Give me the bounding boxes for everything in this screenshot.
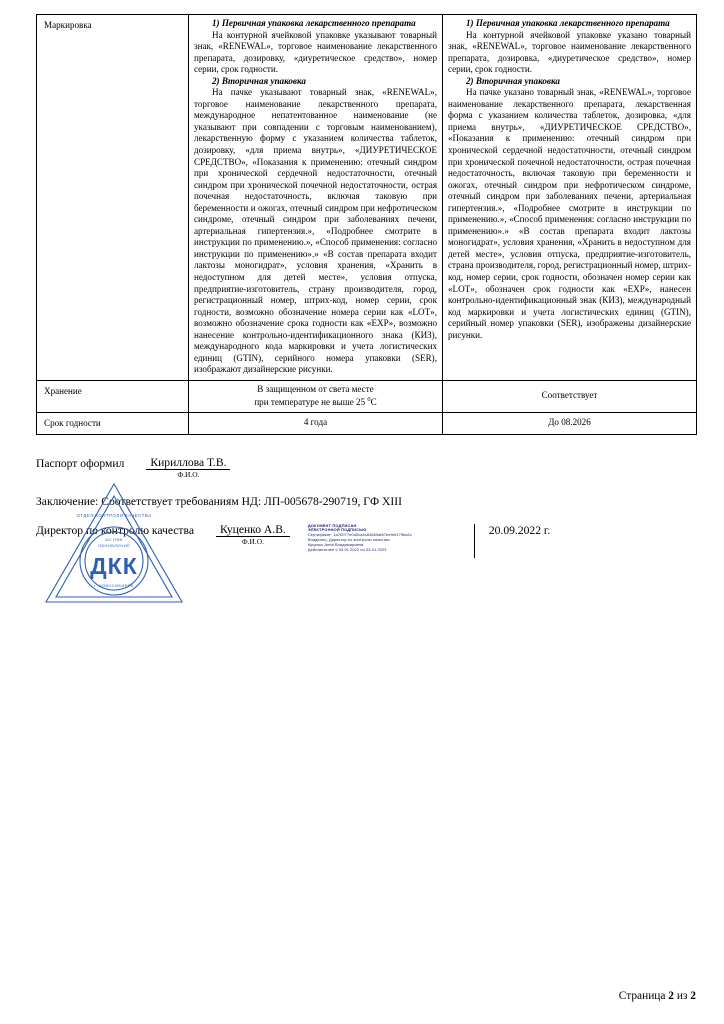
director-name: Куценко А.В. (216, 524, 290, 537)
marking-requirements-cell (189, 15, 443, 381)
svg-text:АО ПФК: АО ПФК (105, 536, 123, 542)
marking-act-sub-1: 1) Первичная упаковка лекарственного препарата (466, 18, 670, 28)
esign-owner: Владелец: Директор по контролю качества (307, 537, 390, 543)
page-footer (619, 990, 696, 1002)
table-row-storage (37, 380, 697, 412)
marking-req-para-2: На пачке указывают товарный знак, «RENEWAL», торговое наименование лекарственного препарата, международное непатентованное наименование (не указывают при совпадении с торговым наименованием), лекарственную форму с указанием количества таблеток, дозировку, «для приема внутрь», «ДИУРЕТИЧЕСКОЕ СРЕДСТВО», «Показания к применению: отечный синдром при хронической сердечной недостаточности, отечный синдром при хронической почечной недостаточности, острая почечная недостаточность, включая таковую при беременности и ожогах, отечный синдром при нефротическом синдроме, отечный синдром при заболеваниях печени, артериальная гипертензия.», «Подробнее смотрите в инструкции по применению.», «Способ применения: согласно инструкции по применению».» «В состав препарата входит лактозы моногидрат», условия хранения, «Хранить в недоступном для детей месте», условия отпуска, предприятие-изготовитель, страну производителя, город, регистрационный номер, штрих-код, номер серии, срок годности, возможно обозначение номера серии как «LOT», возможно обозначение срока годности как «EXP», возможно нанесение контрольно-идентификационного знака (КИЗ), международного кода маркировки и учета логистических единиц (GTIN), серийного номера упаковки (SER), изображают дизайнерские рисунки. (194, 87, 437, 375)
row-label-shelf-life: Срок годности (37, 413, 189, 435)
row-label-storage: Хранение (37, 380, 189, 412)
specification-table (36, 14, 697, 435)
esign-certificate: Сертификат: 1a7f2f77e0d0ca4c63660afb7be9ef179ba2c (307, 532, 412, 538)
passport-label: Паспорт оформил (36, 456, 125, 470)
shelf-life-requirement: 4 года (189, 413, 443, 435)
footer-total-pages: 2 (690, 990, 696, 1002)
signature-area (36, 455, 696, 588)
svg-text:ОБНОВЛЕНИЕ: ОБНОВЛЕНИЕ (97, 542, 131, 548)
passport-signature-line (36, 457, 696, 479)
electronic-signature-block (308, 524, 450, 553)
marking-act-sub-2: 2) Вторичная упаковка (466, 75, 560, 86)
storage-req-line2: при температуре не выше 25 (254, 396, 368, 407)
passport-name-block (146, 457, 230, 479)
storage-req-degree: 0 (367, 395, 371, 403)
director-signature-row (36, 524, 696, 558)
footer-prefix: Страница (618, 990, 669, 1002)
conclusion-text: Заключение: Соответствует требованиям НД: ЛП-005678-290719, ГФ XIII (36, 494, 403, 508)
marking-act-para-2: На пачке указано товарный знак, «RENEWAL», торговое наименование лекарственного препарата, лекарственная форма с указанием количества таблеток, дозировка, «для приема внутрь», «ДИУРЕТИЧЕСКОЕ СРЕДСТВО», «Показания к применению: отечный синдром при хронической сердечной недостаточности, отечный синдром при хронической почечной недостаточности, острая почечная недостаточность, включая таковую при беременности и ожогах, отечный синдром при нефротическом синдроме, отечный синдром при заболеваниях печени, артериальная гипертензия.», «Подробнее смотрите в инструкции по применению.», «Способ применения: согласно инструкции по применению».» «В состав препарата входит лактозы моногидрат», условия хранения, «Хранить в недоступном для детей месте», условия отпуска, предприятие-изготовитель, страна производителя, город, регистрационный номер, штрих-код, номер серии, срок годности, обозначен номер серии как «LOT», обозначен срок годности как «EXP», нанесен контрольно-идентификационный знак (КИЗ), международный код маркировки и учета логистических единиц (GTIN), серийный номер упаковки (SER), изображены дизайнерские рисунки. (448, 87, 691, 340)
marking-actual-cell (443, 15, 697, 381)
passport-fio-caption: Ф.И.О. (177, 469, 200, 479)
table-row-shelf-life (37, 413, 697, 435)
marking-req-para-1: На контурной ячейковой упаковке указывают товарный знак, «RENEWAL», торговое наименование лекарственного препарата, дозировку, «диуретическое средство», номер серии, срок годности. (194, 29, 437, 75)
footer-page-number: 2 (668, 990, 674, 1002)
marking-req-sub-1: 1) Первичная упаковка лекарственного препарата (212, 18, 416, 28)
esign-validity: Действителен с 03.01.2022 по 03.01.2023 (307, 546, 387, 552)
esign-subtitle: ЭЛЕКТРОННОЙ ПОДПИСЬЮ (307, 527, 367, 533)
row-label-marking: Маркировка (37, 15, 189, 381)
storage-req-line1: В защищенном от света месте (257, 383, 374, 394)
shelf-life-actual: До 08.2026 (443, 413, 697, 435)
signature-date: 20.09.2022 г. (474, 524, 550, 558)
storage-requirement (189, 380, 443, 412)
esign-title: ДОКУМЕНТ ПОДПИСАН (307, 522, 357, 528)
director-fio-caption: Ф.И.О. (241, 536, 264, 546)
svg-text:ДКК: ДКК (90, 552, 138, 579)
director-label: Директор по контролю качества (36, 523, 194, 537)
esign-owner-name: Куценко Анна Владимировна (307, 542, 364, 548)
table-row-marking (37, 15, 697, 381)
footer-middle: из (674, 990, 691, 1002)
marking-act-para-1: На контурной ячейковой упаковке указано товарный знак, «RENEWAL», торговое наименование лекарственного препарата, дозировка, «диуретическое средство», номер серии, срок годности. (448, 29, 691, 75)
svg-text:ОТДЕЛ КОНТРОЛЯ КАЧЕСТВА: ОТДЕЛ КОНТРОЛЯ КАЧЕСТВА (76, 512, 152, 518)
passport-name: Кириллова Т.В. (146, 457, 230, 470)
storage-actual: Соответствует (443, 380, 697, 412)
director-name-block (216, 524, 290, 546)
svg-text:г. НОВОСИБИРСК: г. НОВОСИБИРСК (94, 582, 134, 588)
storage-req-celsius: С (370, 396, 377, 407)
marking-req-sub-2: 2) Вторичная упаковка (212, 75, 306, 86)
